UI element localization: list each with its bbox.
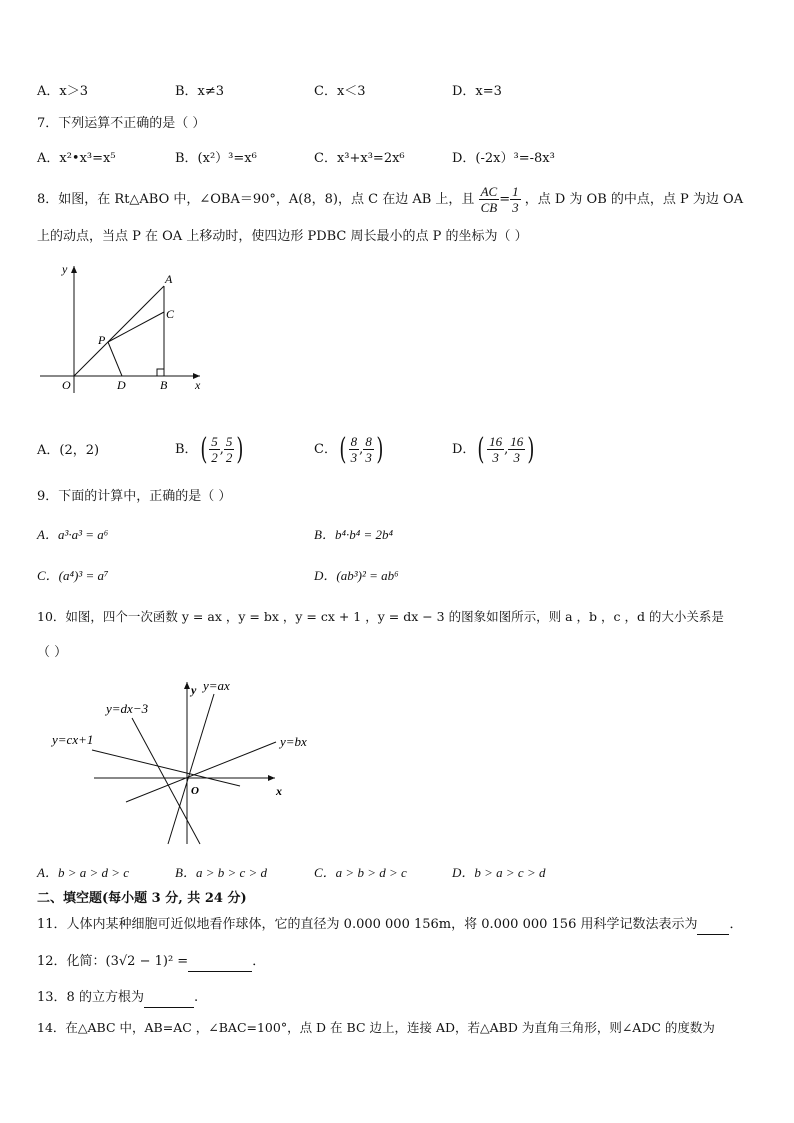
q8-stem-line1 (37, 182, 743, 218)
q12-stem (37, 953, 265, 972)
q8-option-b (175, 430, 246, 470)
q8-option-d-x-den: 3 (492, 450, 499, 465)
q10-label-dx: y=dx−3 (106, 701, 149, 716)
q8-option-c-x-num: 8 (350, 434, 358, 449)
q8-option-b-open-paren: ( (199, 431, 207, 467)
q8-stem-part1: 8．如图，在 Rt△ABO 中，∠OBA＝90°，A(8，8)，点 C 在边 AB 上，且 (37, 192, 475, 207)
q8-segment-oa (74, 286, 164, 376)
q12-blank (188, 953, 252, 972)
q12-text: 12．化简：(3√2 − 1)² = (37, 954, 189, 969)
q11-blank (697, 916, 729, 935)
q8-option-b-x (209, 434, 220, 465)
q10-x-arrow (268, 775, 275, 781)
q8-option-c (314, 430, 386, 470)
q9-option-d: D．(ab³)² = ab⁶ (314, 568, 399, 583)
q10-label-cx: y=cx+1 (52, 732, 94, 747)
q7-option-c: C．x³+x³=2x⁶ (314, 151, 405, 166)
q7-option-d: D．(-2x）³=-8x³ (452, 151, 555, 166)
q10-figure (50, 672, 310, 852)
q8-stem-part2: ，点 D 为 OB 的中点，点 P 为边 OA (524, 192, 744, 207)
q8-label-a: A (165, 272, 173, 286)
q8-option-b-y (224, 434, 235, 465)
q9-stem: 9．下面的计算中，正确的是（ ） (37, 489, 232, 504)
q10-option-a: A．b > a > d > c (37, 865, 130, 880)
q8-label-c: C (166, 307, 175, 321)
q10-label-o: O (191, 785, 199, 797)
q10-option-c: C．a > b > d > c (314, 865, 407, 880)
q8-option-c-comma: , (359, 442, 364, 457)
q8-option-a: A．(2，2) (37, 443, 100, 458)
q8-figure (40, 258, 220, 398)
q8-option-d-x-num: 16 (489, 434, 503, 449)
q10-label-bx: y=bx (280, 734, 307, 749)
q10-option-b: B．a > b > c > d (175, 865, 268, 880)
q13-stem (37, 989, 198, 1008)
q8-option-b-x-den: 2 (211, 450, 218, 465)
q13-text: 13．8 的立方根为 (37, 990, 144, 1005)
q8-option-b-label: B． (175, 442, 198, 457)
q8-label-d: D (117, 378, 126, 392)
q8-ratio-value (510, 184, 521, 215)
q14-stem: 14．在△ABC 中，AB=AC ，∠BAC=100°，点 D 在 BC 边上，连接 AD，若△ABD 为直角三角形，则∠ADC 的度数为 (37, 1020, 715, 1035)
q10-option-d: D．b > a > c > d (452, 865, 546, 880)
q8-option-b-y-num: 5 (225, 434, 233, 449)
q8-option-d-label: D． (452, 442, 476, 457)
q8-option-c-y-num: 8 (365, 434, 372, 449)
q10-stem-line2: （ ） (37, 645, 68, 660)
q11-text: 11．人体内某种细胞可近似地看作球体，它的直径为 0.000 000 156m，将 0.000 000 156 用科学记数法表示为 (37, 917, 698, 932)
q13-end: . (193, 990, 199, 1005)
q8-ratio-fraction (479, 184, 500, 215)
q7-option-b: B．(x²）³=x⁶ (175, 151, 257, 166)
q8-option-b-close-paren: ) (236, 431, 244, 467)
q8-option-d-x (487, 434, 504, 465)
q10-label-x: x (276, 784, 282, 798)
q7-stem: 7．下列运算不正确的是（ ） (37, 116, 206, 131)
q8-option-c-x (349, 434, 360, 465)
q8-ratio-value-num: 1 (512, 184, 519, 199)
q8-ratio-value-den: 3 (512, 200, 519, 215)
q8-option-d (452, 430, 537, 470)
q8-label-b: B (160, 378, 168, 392)
q8-option-c-x-den: 3 (350, 450, 358, 465)
q6-option-d: D．x=3 (452, 84, 502, 99)
q10-line-ax (168, 694, 214, 844)
q10-y-arrow (184, 682, 190, 689)
q9-option-b: B．b⁴·b⁴ = 2b⁴ (314, 527, 394, 542)
q8-option-c-y (363, 434, 374, 465)
q8-stem-line2: 上的动点，当点 P 在 OA 上移动时，使四边形 PDBC 周长最小的点 P 的坐标为（ ） (37, 229, 528, 244)
q7-option-a: A．x²•x³=x⁵ (37, 151, 116, 166)
q11-end: ． (729, 917, 743, 932)
q8-option-d-open-paren: ( (477, 431, 485, 467)
q10-label-ax: y=ax (203, 678, 230, 693)
q10-label-y: y (191, 683, 197, 697)
q13-blank (144, 989, 194, 1008)
q6-option-a: A．x＞3 (37, 84, 88, 99)
q6-option-b: B．x≠3 (175, 84, 225, 99)
q8-option-c-open-paren: ( (339, 431, 347, 467)
q10-stem-line1: 10．如图，四个一次函数 y = ax ，y = bx ，y = cx + 1 ，y = dx − 3 的图象如图所示，则 a ，b ，c ，d 的大小关系是 (37, 609, 724, 624)
q8-right-angle (157, 369, 164, 376)
q8-segment-pd (108, 342, 122, 376)
q8-option-d-comma: , (504, 442, 509, 457)
q10-line-dx (132, 718, 200, 844)
q8-label-o: O (62, 378, 71, 392)
q8-label-y: y (62, 262, 68, 276)
q8-ratio-numerator: AC (480, 184, 498, 199)
q8-option-c-y-den: 3 (365, 450, 372, 465)
q8-option-b-y-den: 2 (225, 450, 233, 465)
q8-label-p: P (98, 333, 106, 347)
q8-option-c-label: C． (314, 442, 337, 457)
q10-line-bx (126, 742, 276, 802)
q8-segment-pc (108, 312, 164, 342)
q8-option-b-x-num: 5 (211, 434, 218, 449)
q8-y-arrow (71, 266, 77, 273)
q8-equals: = (499, 192, 511, 207)
q12-end: ． (252, 954, 266, 969)
q9-option-a: A．a³·a³ = a⁶ (37, 527, 109, 542)
q6-option-c: C．x＜3 (314, 84, 366, 99)
q8-option-d-y-num: 16 (510, 434, 524, 449)
section-title: 二、填空题(每小题 3 分, 共 24 分) (37, 891, 247, 906)
q11-stem (37, 916, 743, 935)
q8-label-x: x (195, 378, 201, 392)
q8-option-b-comma: , (219, 442, 224, 457)
q8-option-d-close-paren: ) (527, 431, 535, 467)
q8-option-c-close-paren: ) (376, 431, 384, 467)
q8-option-d-y-den: 3 (513, 450, 521, 465)
q8-option-d-y (508, 434, 525, 465)
q9-option-c: C．(a⁴)³ = a⁷ (37, 568, 109, 583)
q8-ratio-denominator: CB (480, 200, 498, 215)
